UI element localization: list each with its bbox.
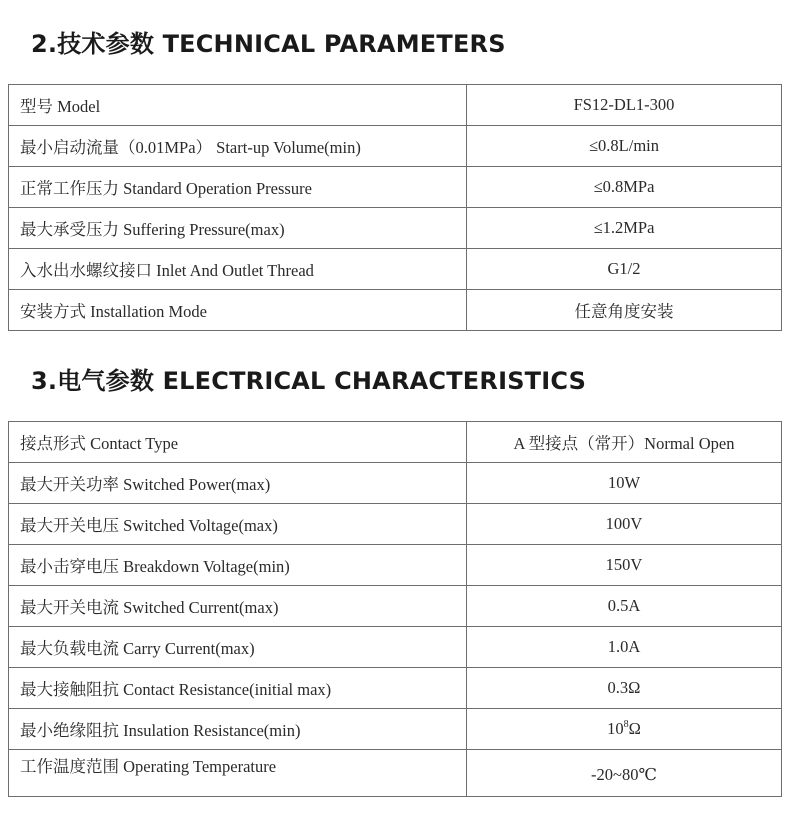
param-label-breakdown-voltage: 最小击穿电压 Breakdown Voltage(min) — [9, 545, 467, 586]
param-label-switched-voltage: 最大开关电压 Switched Voltage(max) — [9, 504, 467, 545]
param-value-switched-current: 0.5A — [467, 586, 782, 627]
param-value-contact-type: A 型接点（常开）Normal Open — [467, 422, 782, 463]
table-row — [9, 126, 782, 167]
param-label-suffering-pressure: 最大承受压力 Suffering Pressure(max) — [9, 208, 467, 249]
param-value-operation-pressure: ≤0.8MPa — [467, 167, 782, 208]
value-unit: Ω — [628, 719, 641, 738]
param-value-model: FS12-DL1-300 — [467, 85, 782, 126]
table-row — [9, 504, 782, 545]
table-row — [9, 627, 782, 668]
param-value-carry-current: 1.0A — [467, 627, 782, 668]
param-label-insulation-resistance: 最小绝缘阻抗 Insulation Resistance(min) — [9, 709, 467, 750]
param-label-installation-mode: 安装方式 Installation Mode — [9, 290, 467, 331]
table-row — [9, 750, 782, 797]
section-title-technical-parameters: 2.技术参数 TECHNICAL PARAMETERS — [31, 30, 506, 58]
param-value-operating-temperature: -20~80℃ — [467, 750, 782, 797]
param-value-contact-resistance: 0.3Ω — [467, 668, 782, 709]
value-base: 10 — [607, 719, 624, 738]
param-value-installation-mode: 任意角度安装 — [467, 290, 782, 331]
param-label-operation-pressure: 正常工作压力 Standard Operation Pressure — [9, 167, 467, 208]
table-row — [9, 463, 782, 504]
param-label-contact-type: 接点形式 Contact Type — [9, 422, 467, 463]
table-row — [9, 249, 782, 290]
param-value-startup-volume: ≤0.8L/min — [467, 126, 782, 167]
param-value-breakdown-voltage: 150V — [467, 545, 782, 586]
param-label-contact-resistance: 最大接触阻抗 Contact Resistance(initial max) — [9, 668, 467, 709]
section-title-electrical-characteristics: 3.电气参数 ELECTRICAL CHARACTERISTICS — [31, 367, 587, 395]
technical-parameters-table — [8, 84, 782, 331]
table-row — [9, 85, 782, 126]
param-label-startup-volume: 最小启动流量（0.01MPa） Start-up Volume(min) — [9, 126, 467, 167]
table-row — [9, 545, 782, 586]
param-label-model: 型号 Model — [9, 85, 467, 126]
value-exponent: 8 — [623, 719, 629, 730]
param-label-switched-current: 最大开关电流 Switched Current(max) — [9, 586, 467, 627]
param-label-carry-current: 最大负载电流 Carry Current(max) — [9, 627, 467, 668]
param-value-switched-voltage: 100V — [467, 504, 782, 545]
param-value-insulation-resistance — [467, 709, 782, 750]
table-row — [9, 208, 782, 249]
table-row — [9, 422, 782, 463]
table-row — [9, 668, 782, 709]
param-value-switched-power: 10W — [467, 463, 782, 504]
param-value-thread: G1/2 — [467, 249, 782, 290]
param-label-operating-temperature: 工作温度范围 Operating Temperature — [9, 750, 467, 797]
param-label-switched-power: 最大开关功率 Switched Power(max) — [9, 463, 467, 504]
table-row — [9, 586, 782, 627]
electrical-characteristics-table — [8, 421, 782, 797]
table-row — [9, 709, 782, 750]
table-row — [9, 167, 782, 208]
param-label-thread: 入水出水螺纹接口 Inlet And Outlet Thread — [9, 249, 467, 290]
table-row — [9, 290, 782, 331]
param-value-suffering-pressure: ≤1.2MPa — [467, 208, 782, 249]
